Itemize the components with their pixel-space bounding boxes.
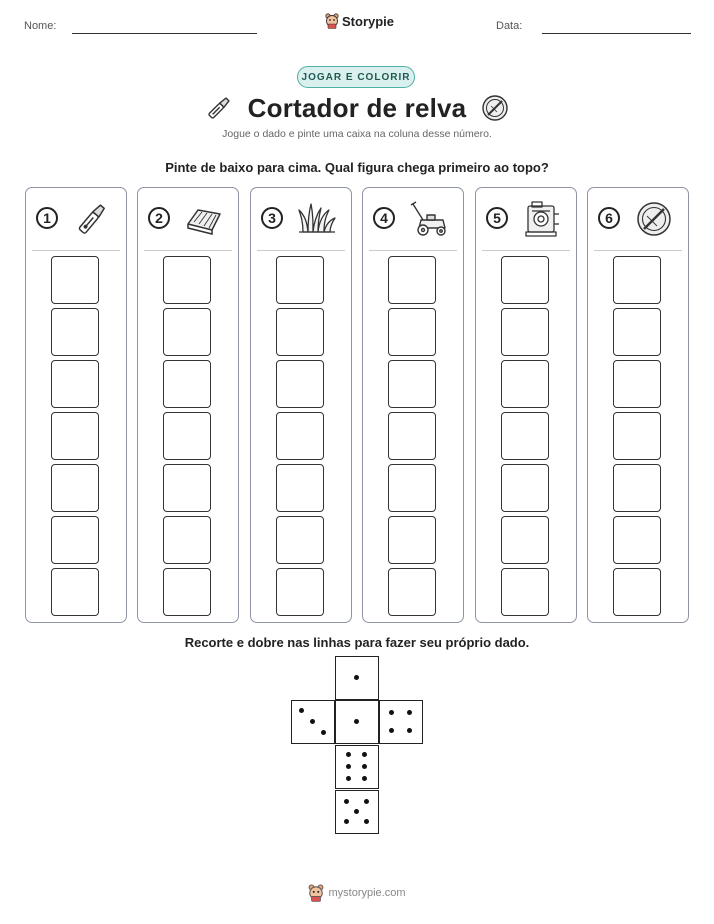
die-instruction: Recorte e dobre nas linhas para fazer seu próprio dado. [184,635,530,650]
die-pip [346,752,351,757]
color-box[interactable] [501,308,549,356]
die-pip [407,728,412,733]
brand-logo [325,13,394,29]
color-box[interactable] [501,412,549,460]
column-number: 6 [598,207,620,229]
color-box[interactable] [276,464,324,512]
color-box[interactable] [163,412,211,460]
die-pip [364,819,369,824]
column-header [588,200,688,240]
utility-knife-icon [204,93,234,123]
color-box[interactable] [388,308,436,356]
die-face-1 [335,656,379,700]
die-face-6 [335,745,379,789]
column-header [363,200,463,240]
color-box[interactable] [613,568,661,616]
die-pip [389,728,394,733]
mower-engine-icon [522,200,562,238]
die-pip [321,730,326,735]
grass-icon [297,200,337,238]
die-pip [362,764,367,769]
die-pip [310,719,315,724]
color-box[interactable] [276,308,324,356]
color-box[interactable] [388,360,436,408]
color-box[interactable] [51,568,99,616]
instruction-text: Pinte de baixo para cima. Qual figura chega primeiro ao topo? [165,160,549,175]
color-box[interactable] [501,516,549,564]
color-box[interactable] [501,256,549,304]
column-number: 3 [261,207,283,229]
mower-blade-icon [480,93,510,123]
die-pip [354,809,359,814]
color-box[interactable] [613,516,661,564]
column-number: 4 [373,207,395,229]
column-header [26,200,126,240]
race-column-6 [587,187,689,623]
die-face-5 [335,790,379,834]
color-box[interactable] [51,256,99,304]
name-field-line[interactable] [72,33,257,34]
footer-url: mystorypie.com [328,887,406,899]
color-box[interactable] [163,568,211,616]
color-box[interactable] [163,308,211,356]
brand-name: Storypie [342,13,395,29]
column-number: 1 [36,207,58,229]
column-divider [594,250,682,251]
die-pip [354,719,359,724]
activity-badge: JOGAR E COLORIR [297,66,415,88]
color-box[interactable] [388,256,436,304]
color-box[interactable] [51,360,99,408]
die-pip [362,752,367,757]
color-box[interactable] [613,464,661,512]
date-field-line[interactable] [542,33,691,34]
storypie-mascot-icon [308,884,324,902]
color-box[interactable] [276,516,324,564]
die-face-4 [379,700,423,744]
color-box[interactable] [388,464,436,512]
die-pip [344,799,349,804]
utility-knife-icon [72,200,112,238]
column-number: 2 [148,207,170,229]
mower-blade-icon [634,200,674,238]
race-column-1 [25,187,127,623]
footer [0,884,714,902]
column-header [251,200,351,240]
color-box[interactable] [51,308,99,356]
die-pip [299,708,304,713]
die-face-3 [291,700,335,744]
title-row [0,90,714,126]
race-column-4 [362,187,464,623]
color-box[interactable] [388,516,436,564]
color-box[interactable] [276,412,324,460]
column-header [476,200,576,240]
column-divider [144,250,232,251]
color-box[interactable] [388,412,436,460]
color-box[interactable] [501,464,549,512]
column-divider [369,250,457,251]
race-column-2 [137,187,239,623]
color-box[interactable] [276,256,324,304]
storypie-mascot-icon [325,13,339,29]
column-header [138,200,238,240]
die-pip [346,776,351,781]
column-number: 5 [486,207,508,229]
grass-cutting-pad-icon [184,200,224,238]
column-divider [32,250,120,251]
die-pip [354,675,359,680]
color-box[interactable] [501,568,549,616]
date-label: Data: [496,20,523,32]
color-box[interactable] [163,464,211,512]
color-box[interactable] [51,516,99,564]
color-box[interactable] [613,256,661,304]
die-pip [362,776,367,781]
subtitle: Jogue o dado e pinte uma caixa na coluna desse número. [222,128,492,140]
color-box[interactable] [163,256,211,304]
die-pip [364,799,369,804]
color-box[interactable] [613,308,661,356]
die-pip [389,710,394,715]
die-face-1 [335,700,379,744]
color-box[interactable] [51,464,99,512]
race-column-3 [250,187,352,623]
color-box[interactable] [613,360,661,408]
color-box[interactable] [163,516,211,564]
column-divider [482,250,570,251]
race-column-5 [475,187,577,623]
die-pip [407,710,412,715]
push-lawn-mower-icon [409,200,449,238]
color-box[interactable] [51,412,99,460]
page-title: Cortador de relva [247,92,467,123]
color-box[interactable] [388,568,436,616]
color-box[interactable] [163,360,211,408]
name-label: Nome: [24,20,57,32]
color-box[interactable] [501,360,549,408]
color-box[interactable] [613,412,661,460]
die-pip [344,819,349,824]
color-box[interactable] [276,360,324,408]
worksheet-header [0,0,714,50]
die-pip [346,764,351,769]
color-box[interactable] [276,568,324,616]
column-divider [257,250,345,251]
